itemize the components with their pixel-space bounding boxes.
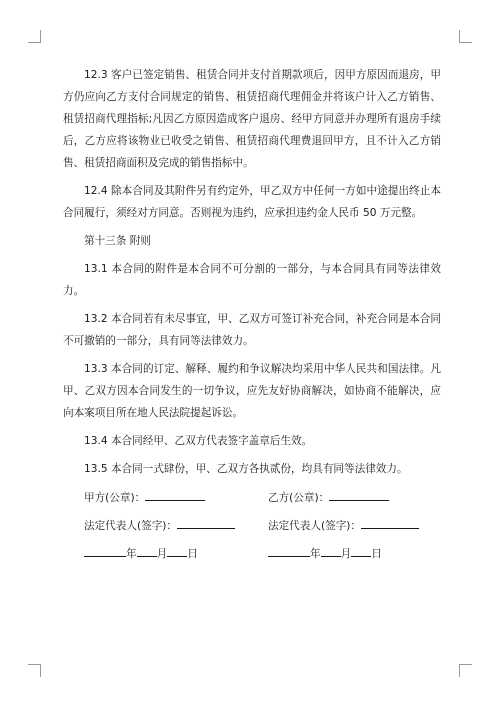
party-a-day-line xyxy=(167,542,187,557)
party-b-month-line xyxy=(321,542,341,557)
clause-13-2: 13.2 本合同若有未尽事宜，甲、乙双方可签订补充合同，补充合同是本合同不可撤销的一部分，具有同等法律效力。 xyxy=(63,313,441,347)
page-corner-mark-top-left xyxy=(28,30,41,43)
party-a-rep-label: 法定代表人(签字)： xyxy=(84,520,178,532)
party-b-rep-label: 法定代表人(签字)： xyxy=(268,520,362,532)
party-b-seal xyxy=(268,486,441,508)
party-b-representative xyxy=(268,514,441,536)
page-corner-mark-bottom-left xyxy=(28,664,41,677)
date-row xyxy=(63,542,441,564)
clause-13-5: 13.5 本合同一式肆份，甲、乙双方各执贰份，均具有同等法律效力。 xyxy=(84,463,408,475)
party-a-seal-label: 甲方(公章)： xyxy=(84,492,146,504)
page-corner-mark-bottom-right xyxy=(459,664,472,677)
party-a-representative xyxy=(84,514,268,536)
representative-row xyxy=(63,514,441,536)
party-a-seal xyxy=(84,486,268,508)
document-body xyxy=(63,64,441,570)
party-b-seal-line xyxy=(329,486,389,501)
party-b-rep-line xyxy=(361,514,419,529)
party-b-month-label: 月 xyxy=(340,548,352,560)
clause-13-3: 13.3 本合同的订定、解释、履约和争议解决均采用中华人民共和国法律。凡甲、乙双方因本合同发生的一切争议，应先友好协商解决，如协商不能解决，应向本案项目所在地人民法院提起诉讼。 xyxy=(63,363,441,419)
party-b-day-label: 日 xyxy=(371,548,382,560)
party-b-seal-label: 乙方(公章)： xyxy=(268,492,330,504)
party-a-date xyxy=(84,542,268,564)
section-heading: 第十三条 附则 xyxy=(84,235,151,247)
party-b-year-label: 年 xyxy=(310,548,321,560)
party-a-month-label: 月 xyxy=(156,548,168,560)
clause-12-3: 12.3 客户已签定销售、租赁合同并支付首期款项后，因甲方原因而退房，甲方仍应向乙方支付合同规定的销售、租赁招商代理佣金并将该户计入乙方销售、租赁招商代理指标;凡因乙方原因造成客户退房、经甲方同意并办理所有退房手续后，乙方应将该物业已收受之销售、租赁招商代理费退回甲方，且不计入乙方销售、租赁招商面积及完成的销售指标中。 xyxy=(63,69,441,169)
party-a-year-line xyxy=(84,542,126,557)
party-a-rep-line xyxy=(177,514,235,529)
party-a-seal-line xyxy=(145,486,205,501)
seal-row xyxy=(63,486,441,508)
party-b-date xyxy=(268,542,441,564)
clause-12-4: 12.4 除本合同及其附件另有约定外，甲乙双方中任何一方如中途提出终止本合同履行，须经对方同意。否则视为违约，应承担违约金人民币 50 万元整。 xyxy=(63,185,441,219)
party-a-month-line xyxy=(137,542,157,557)
party-b-year-line xyxy=(268,542,310,557)
page-corner-mark-top-right xyxy=(459,30,472,43)
party-a-year-label: 年 xyxy=(126,548,137,560)
clause-13-1: 13.1 本合同的附件是本合同不可分割的一部分，与本合同具有同等法律效力。 xyxy=(63,263,441,297)
party-a-day-label: 日 xyxy=(187,548,198,560)
party-b-day-line xyxy=(351,542,371,557)
clause-13-4: 13.4 本合同经甲、乙双方代表签字盖章后生效。 xyxy=(84,435,313,447)
